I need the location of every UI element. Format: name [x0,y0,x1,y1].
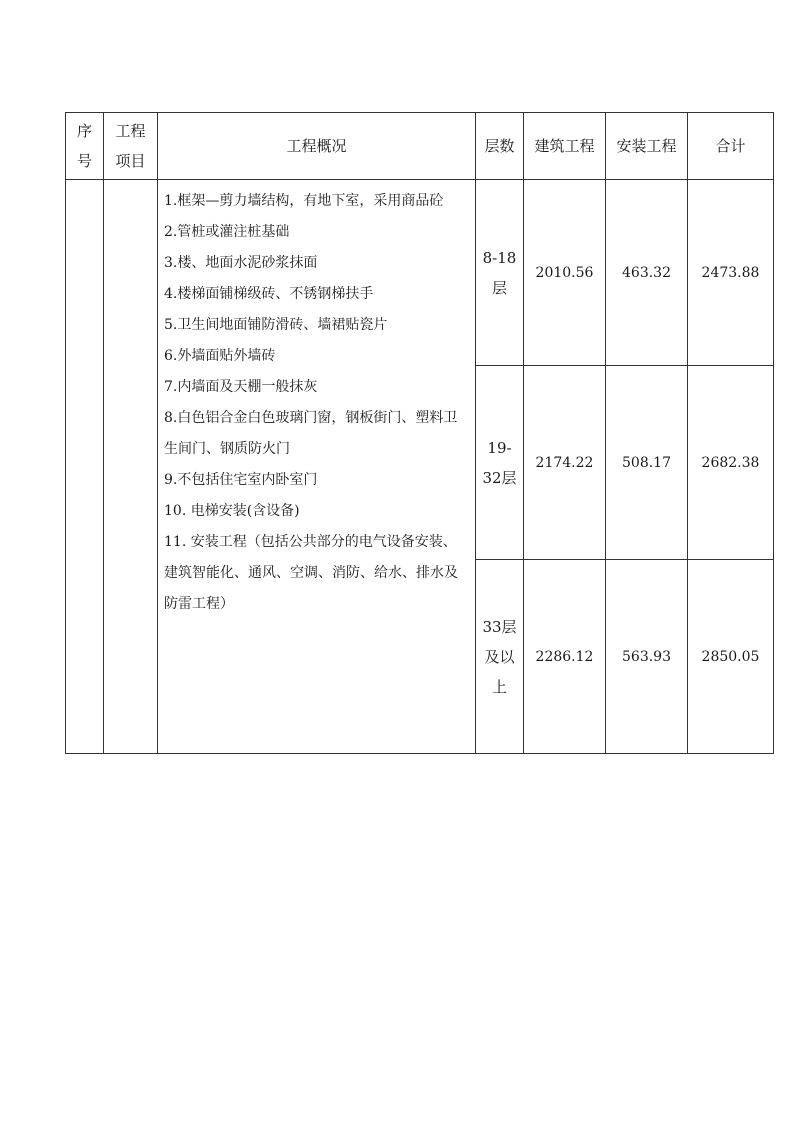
floors-cell: 8-18层 [476,180,524,366]
overview-line: 7.内墙面及天棚一般抹灰 [164,379,318,395]
floors-cell: 33层及以上 [476,560,524,754]
building-cost-cell: 2174.22 [524,366,606,560]
overview-line: 8.白色铝合金白色玻璃门窗，钢板街门、塑料卫生间门、钢质防火门 [164,410,458,457]
header-floors: 层数 [476,113,524,180]
header-row [66,113,774,180]
total-cost-cell: 2850.05 [688,560,774,754]
installation-cost-cell: 463.32 [606,180,688,366]
overview-line: 1.框架—剪力墙结构，有地下室，采用商品砼 [164,193,444,209]
overview-line: 5.卫生间地面铺防滑砖、墙裙贴瓷片 [164,317,388,333]
building-cost-cell: 2010.56 [524,180,606,366]
building-cost-cell: 2286.12 [524,560,606,754]
overview-line: 6.外墙面贴外墙砖 [164,348,276,364]
overview-line: 4.楼梯面铺梯级砖、不锈钢梯扶手 [164,286,374,302]
index-cell [66,180,104,754]
overview-line: 9.不包括住宅室内卧室门 [164,472,318,488]
total-cost-cell: 2682.38 [688,366,774,560]
overview-line: 3.楼、地面水泥砂浆抹面 [164,255,318,271]
header-project: 工程项目 [104,113,158,180]
table-row [66,180,774,366]
header-index: 序号 [66,113,104,180]
overview-cell [158,180,476,754]
header-installation: 安装工程 [606,113,688,180]
overview-line: 2.管桩或灌注桩基础 [164,224,290,240]
total-cost-cell: 2473.88 [688,180,774,366]
cost-table [65,112,774,754]
project-cell [104,180,158,754]
installation-cost-cell: 508.17 [606,366,688,560]
header-overview: 工程概况 [158,113,476,180]
overview-line: 11. 安装工程（包括公共部分的电气设备安装、建筑智能化、通风、空调、消防、给水、排水及防雷工程） [164,534,458,612]
installation-cost-cell: 563.93 [606,560,688,754]
overview-line: 10. 电梯安装(含设备) [164,503,300,519]
floors-cell: 19-32层 [476,366,524,560]
header-total: 合计 [688,113,774,180]
header-building: 建筑工程 [524,113,606,180]
